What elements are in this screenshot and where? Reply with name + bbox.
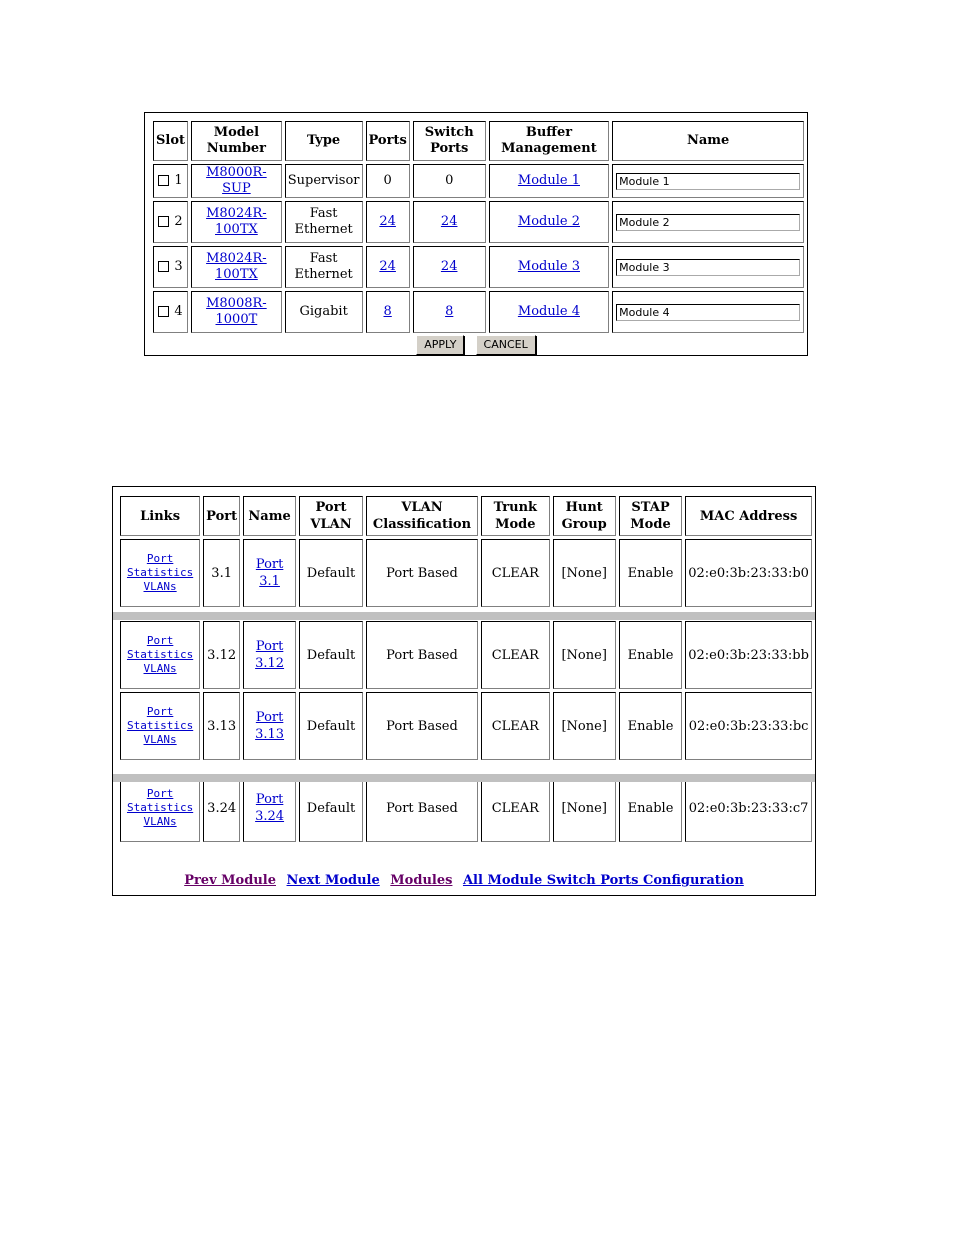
trunk-mode: CLEAR	[481, 539, 550, 607]
vlan-classification: Port Based	[366, 539, 478, 607]
header-buffer-management: Buffer Management	[489, 121, 610, 161]
slot-checkbox[interactable]	[158, 175, 169, 186]
slot-checkbox[interactable]	[158, 261, 169, 272]
ports-cell	[366, 291, 410, 333]
switch-ports-cell: 0	[413, 164, 486, 198]
port-name-cell	[243, 692, 296, 760]
header-name: Name	[243, 496, 296, 536]
port-link[interactable]: Port	[146, 787, 174, 800]
module-nav	[113, 873, 815, 888]
module-row	[153, 291, 804, 333]
header-slot: Slot	[153, 121, 188, 161]
slot-number: 2	[174, 214, 183, 229]
module-row	[153, 164, 804, 198]
slot-number: 3	[174, 259, 183, 274]
header-vlan-classification: VLAN Classification	[366, 496, 478, 536]
switch-ports-cell	[413, 201, 486, 243]
vlan-classification: Port Based	[366, 692, 478, 760]
port-row	[120, 692, 812, 760]
buffer-link[interactable]: Module 1	[517, 173, 580, 188]
port-vlan: Default	[299, 539, 363, 607]
port-vlan: Default	[299, 621, 363, 689]
switch-ports-link[interactable]: 24	[440, 214, 458, 229]
stap-mode: Enable	[619, 539, 682, 607]
mac-address: 02:e0:3b:23:33:bc	[685, 692, 812, 760]
switch-ports-link[interactable]: 24	[440, 259, 458, 274]
statistics-link[interactable]: Statistics	[126, 566, 194, 579]
buffer-cell	[489, 201, 610, 243]
stap-mode: Enable	[619, 692, 682, 760]
buffer-cell	[489, 246, 610, 288]
row-separator	[113, 774, 815, 782]
row-gap	[120, 763, 812, 771]
header-type: Type	[285, 121, 363, 161]
port-number: 3.1	[203, 539, 240, 607]
port-name-link[interactable]: Port 3.13	[255, 710, 285, 742]
port-vlan: Default	[299, 774, 363, 842]
trunk-mode: CLEAR	[481, 774, 550, 842]
vlan-classification: Port Based	[366, 621, 478, 689]
links-cell	[120, 774, 200, 842]
ports-cell: 0	[366, 164, 410, 198]
ports-panel	[112, 486, 816, 896]
name-cell	[612, 291, 804, 333]
module-name-input[interactable]	[616, 259, 800, 276]
port-row	[120, 621, 812, 689]
links-cell	[120, 692, 200, 760]
stap-mode: Enable	[619, 621, 682, 689]
type-cell: Fast Ethernet	[285, 201, 363, 243]
port-link[interactable]: Port	[146, 552, 174, 565]
model-link[interactable]: M8008R-1000T	[206, 296, 267, 327]
hunt-group: [None]	[553, 774, 616, 842]
mac-address: 02:e0:3b:23:33:b0	[685, 539, 812, 607]
model-cell	[191, 201, 282, 243]
port-name-link[interactable]: Port 3.12	[255, 639, 285, 671]
model-link[interactable]: M8024R-100TX	[206, 206, 267, 237]
slot-checkbox[interactable]	[158, 306, 169, 317]
trunk-mode: CLEAR	[481, 692, 550, 760]
ports-table	[117, 493, 815, 845]
port-name-link[interactable]: Port 3.24	[255, 792, 285, 824]
hunt-group: [None]	[553, 692, 616, 760]
modules-link[interactable]: Modules	[390, 873, 453, 888]
buffer-link[interactable]: Module 2	[517, 214, 580, 229]
module-buttons	[145, 333, 807, 355]
links-cell	[120, 539, 200, 607]
modules-table	[150, 118, 807, 336]
ports-header-row	[120, 496, 812, 536]
apply-button[interactable]: APPLY	[416, 335, 464, 355]
statistics-link[interactable]: Statistics	[126, 801, 194, 814]
switch-ports-cell	[413, 291, 486, 333]
row-separator	[113, 612, 815, 620]
slot-cell	[153, 201, 188, 243]
slot-checkbox[interactable]	[158, 216, 169, 227]
slot-cell	[153, 246, 188, 288]
all-module-switch-ports-link[interactable]: All Module Switch Ports Configuration	[462, 873, 744, 888]
mac-address: 02:e0:3b:23:33:c7	[685, 774, 812, 842]
statistics-link[interactable]: Statistics	[126, 719, 194, 732]
port-link[interactable]: Port	[146, 705, 174, 718]
header-ports: Ports	[366, 121, 410, 161]
port-vlan: Default	[299, 692, 363, 760]
type-cell: Fast Ethernet	[285, 246, 363, 288]
port-number: 3.24	[203, 774, 240, 842]
links-cell	[120, 621, 200, 689]
type-cell: Supervisor	[285, 164, 363, 198]
slot-number: 4	[174, 304, 183, 319]
header-switch-ports: Switch Ports	[413, 121, 486, 161]
mac-address: 02:e0:3b:23:33:bb	[685, 621, 812, 689]
prev-module-link[interactable]: Prev Module	[184, 873, 276, 888]
switch-ports-cell	[413, 246, 486, 288]
name-cell	[612, 201, 804, 243]
vlans-link[interactable]: VLANs	[143, 733, 177, 746]
model-cell	[191, 291, 282, 333]
slot-cell	[153, 164, 188, 198]
ports-link[interactable]: 24	[379, 214, 396, 229]
module-row	[153, 201, 804, 243]
model-link[interactable]: M8024R-100TX	[206, 251, 267, 282]
port-name-cell	[243, 621, 296, 689]
vlans-link[interactable]: VLANs	[143, 662, 177, 675]
next-module-link[interactable]: Next Module	[286, 873, 380, 888]
slot-cell	[153, 291, 188, 333]
header-port-vlan: Port VLAN	[299, 496, 363, 536]
module-row	[153, 246, 804, 288]
name-cell	[612, 246, 804, 288]
statistics-link[interactable]: Statistics	[126, 648, 194, 661]
model-link[interactable]: M8000R-SUP	[206, 165, 267, 196]
buffer-link[interactable]: Module 4	[517, 304, 580, 319]
model-cell	[191, 164, 282, 198]
header-model-number: Model Number	[191, 121, 282, 161]
name-cell	[612, 164, 804, 198]
header-name: Name	[612, 121, 804, 161]
port-name-cell	[243, 539, 296, 607]
module-name-input[interactable]	[616, 304, 800, 321]
vlans-link[interactable]: VLANs	[143, 815, 177, 828]
ports-link[interactable]: 8	[383, 304, 392, 319]
slot-number: 1	[174, 173, 183, 188]
port-number: 3.12	[203, 621, 240, 689]
vlan-classification: Port Based	[366, 774, 478, 842]
header-port: Port	[203, 496, 240, 536]
modules-panel	[144, 112, 808, 356]
model-cell	[191, 246, 282, 288]
module-name-input[interactable]	[616, 173, 800, 190]
stap-mode: Enable	[619, 774, 682, 842]
header-trunk-mode: Trunk Mode	[481, 496, 550, 536]
port-link[interactable]: Port	[146, 634, 174, 647]
vlans-link[interactable]: VLANs	[143, 580, 177, 593]
header-mac-address: MAC Address	[685, 496, 812, 536]
port-number: 3.13	[203, 692, 240, 760]
modules-header-row	[153, 121, 804, 161]
port-name-cell	[243, 774, 296, 842]
buffer-cell	[489, 164, 610, 198]
header-stap-mode: STAP Mode	[619, 496, 682, 536]
switch-ports-link[interactable]: 8	[445, 304, 454, 319]
hunt-group: [None]	[553, 539, 616, 607]
buffer-cell	[489, 291, 610, 333]
port-row	[120, 539, 812, 607]
port-name-link[interactable]: Port 3.1	[255, 557, 284, 589]
header-hunt-group: Hunt Group	[553, 496, 616, 536]
hunt-group: [None]	[553, 621, 616, 689]
header-links: Links	[120, 496, 200, 536]
buffer-link[interactable]: Module 3	[517, 259, 580, 274]
ports-cell	[366, 246, 410, 288]
port-row	[120, 774, 812, 842]
cancel-button[interactable]: CANCEL	[476, 335, 536, 355]
trunk-mode: CLEAR	[481, 621, 550, 689]
ports-cell	[366, 201, 410, 243]
type-cell: Gigabit	[285, 291, 363, 333]
ports-link[interactable]: 24	[379, 259, 396, 274]
module-name-input[interactable]	[616, 214, 800, 231]
